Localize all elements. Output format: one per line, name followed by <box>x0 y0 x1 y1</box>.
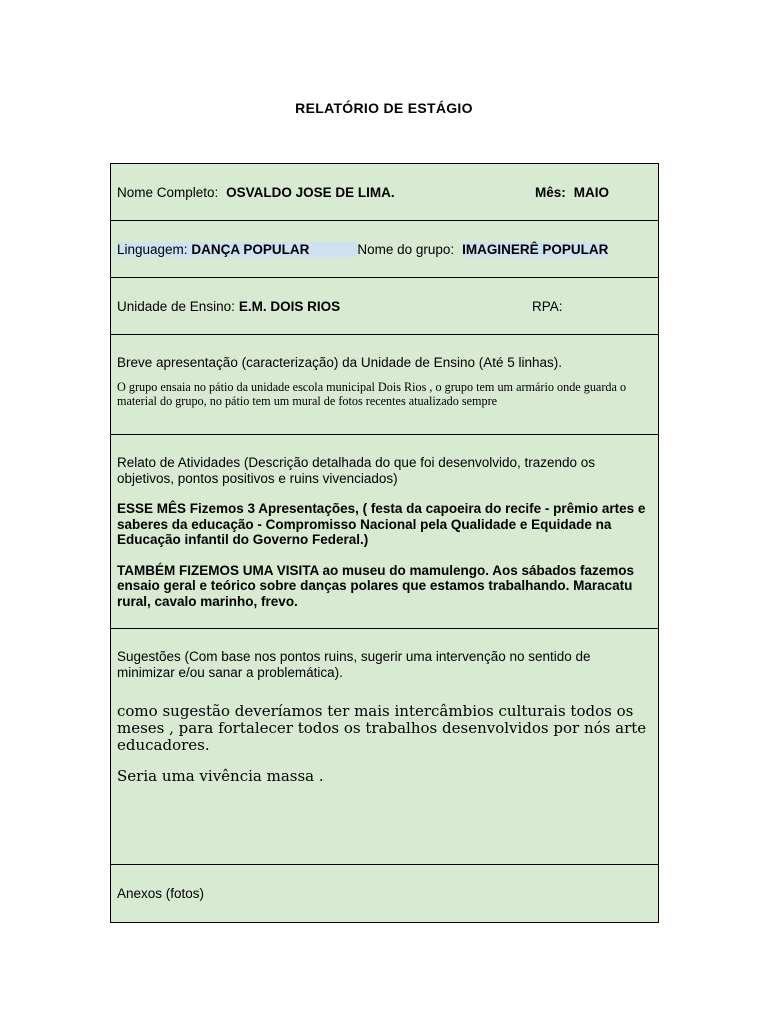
activities-heading: Relato de Atividades (Descrição detalhada do que foi desenvolvido, trazendo os objetivos, pontos positivos e ruins vivenciados) <box>117 455 596 486</box>
report-form <box>110 163 659 923</box>
row-suggestions <box>111 629 658 865</box>
language-label: Linguagem: <box>117 241 188 257</box>
name-label: Nome Completo: <box>117 184 219 200</box>
row-name-month <box>111 164 658 221</box>
language-field <box>117 221 608 277</box>
language-highlight <box>117 242 357 257</box>
name-field <box>117 164 395 220</box>
unit-value: E.M. DOIS RIOS <box>238 298 341 314</box>
month-value: MAIO <box>573 184 610 200</box>
suggestions-paragraph-2: Seria uma vivência massa . <box>117 767 324 785</box>
language-value: DANÇA POPULAR <box>191 241 310 257</box>
row-unit-description <box>111 335 658 435</box>
rpa-field <box>532 278 563 334</box>
row-language-group <box>111 221 658 278</box>
attachments-field <box>117 865 204 922</box>
row-unit-rpa <box>111 278 658 335</box>
unit-description-heading: Breve apresentação (caracterização) da Unidade de Ensino (Até 5 linhas). <box>117 355 562 370</box>
document-title: RELATÓRIO DE ESTÁGIO <box>295 100 473 116</box>
suggestions-heading: Sugestões (Com base nos pontos ruins, sugerir uma intervenção no sentido de minimizar e/ou sanar a problemática). <box>117 649 591 680</box>
month-field <box>535 164 609 220</box>
row-attachments <box>111 865 658 922</box>
rpa-label: RPA: <box>532 298 563 314</box>
group-label: Nome do grupo: <box>357 241 455 257</box>
unit-label: Unidade de Ensino: <box>117 298 235 314</box>
activities-paragraph-1: ESSE MÊS Fizemos 3 Apresentações, ( festa da capoeira do recife - prêmio artes e saberes da educação - Compromisso Nacional pela Qualidade e Equidade na Educação infantil do Governo Federal.) <box>117 501 646 547</box>
activities-paragraph-2: TAMBÉM FIZEMOS UMA VISITA ao museu do mamulengo. Aos sábados fazemos ensaio geral e teórico sobre danças polares que estamos trabalhando. Maracatu rural, cavalo marinho, frevo. <box>117 562 635 609</box>
name-value: OSVALDO JOSE DE LIMA. <box>226 184 395 200</box>
attachments-label: Anexos (fotos) <box>117 886 205 901</box>
month-label: Mês: <box>535 184 566 200</box>
unit-description-body: O grupo ensaia no pátio da unidade escola municipal Dois Rios , o grupo tem um armário onde guarda o material do grupo, no pátio tem um mural de fotos recentes atualizado sempre <box>117 380 627 408</box>
group-value: IMAGINERÊ POPULAR <box>462 241 609 257</box>
suggestions-paragraph-1: como sugestão deveríamos ter mais intercâmbios culturais todos os meses , para fortalecer todos os trabalhos desenvolvidos por nós arte educadores. <box>117 702 647 754</box>
row-activities <box>111 435 658 629</box>
unit-field <box>117 278 340 334</box>
